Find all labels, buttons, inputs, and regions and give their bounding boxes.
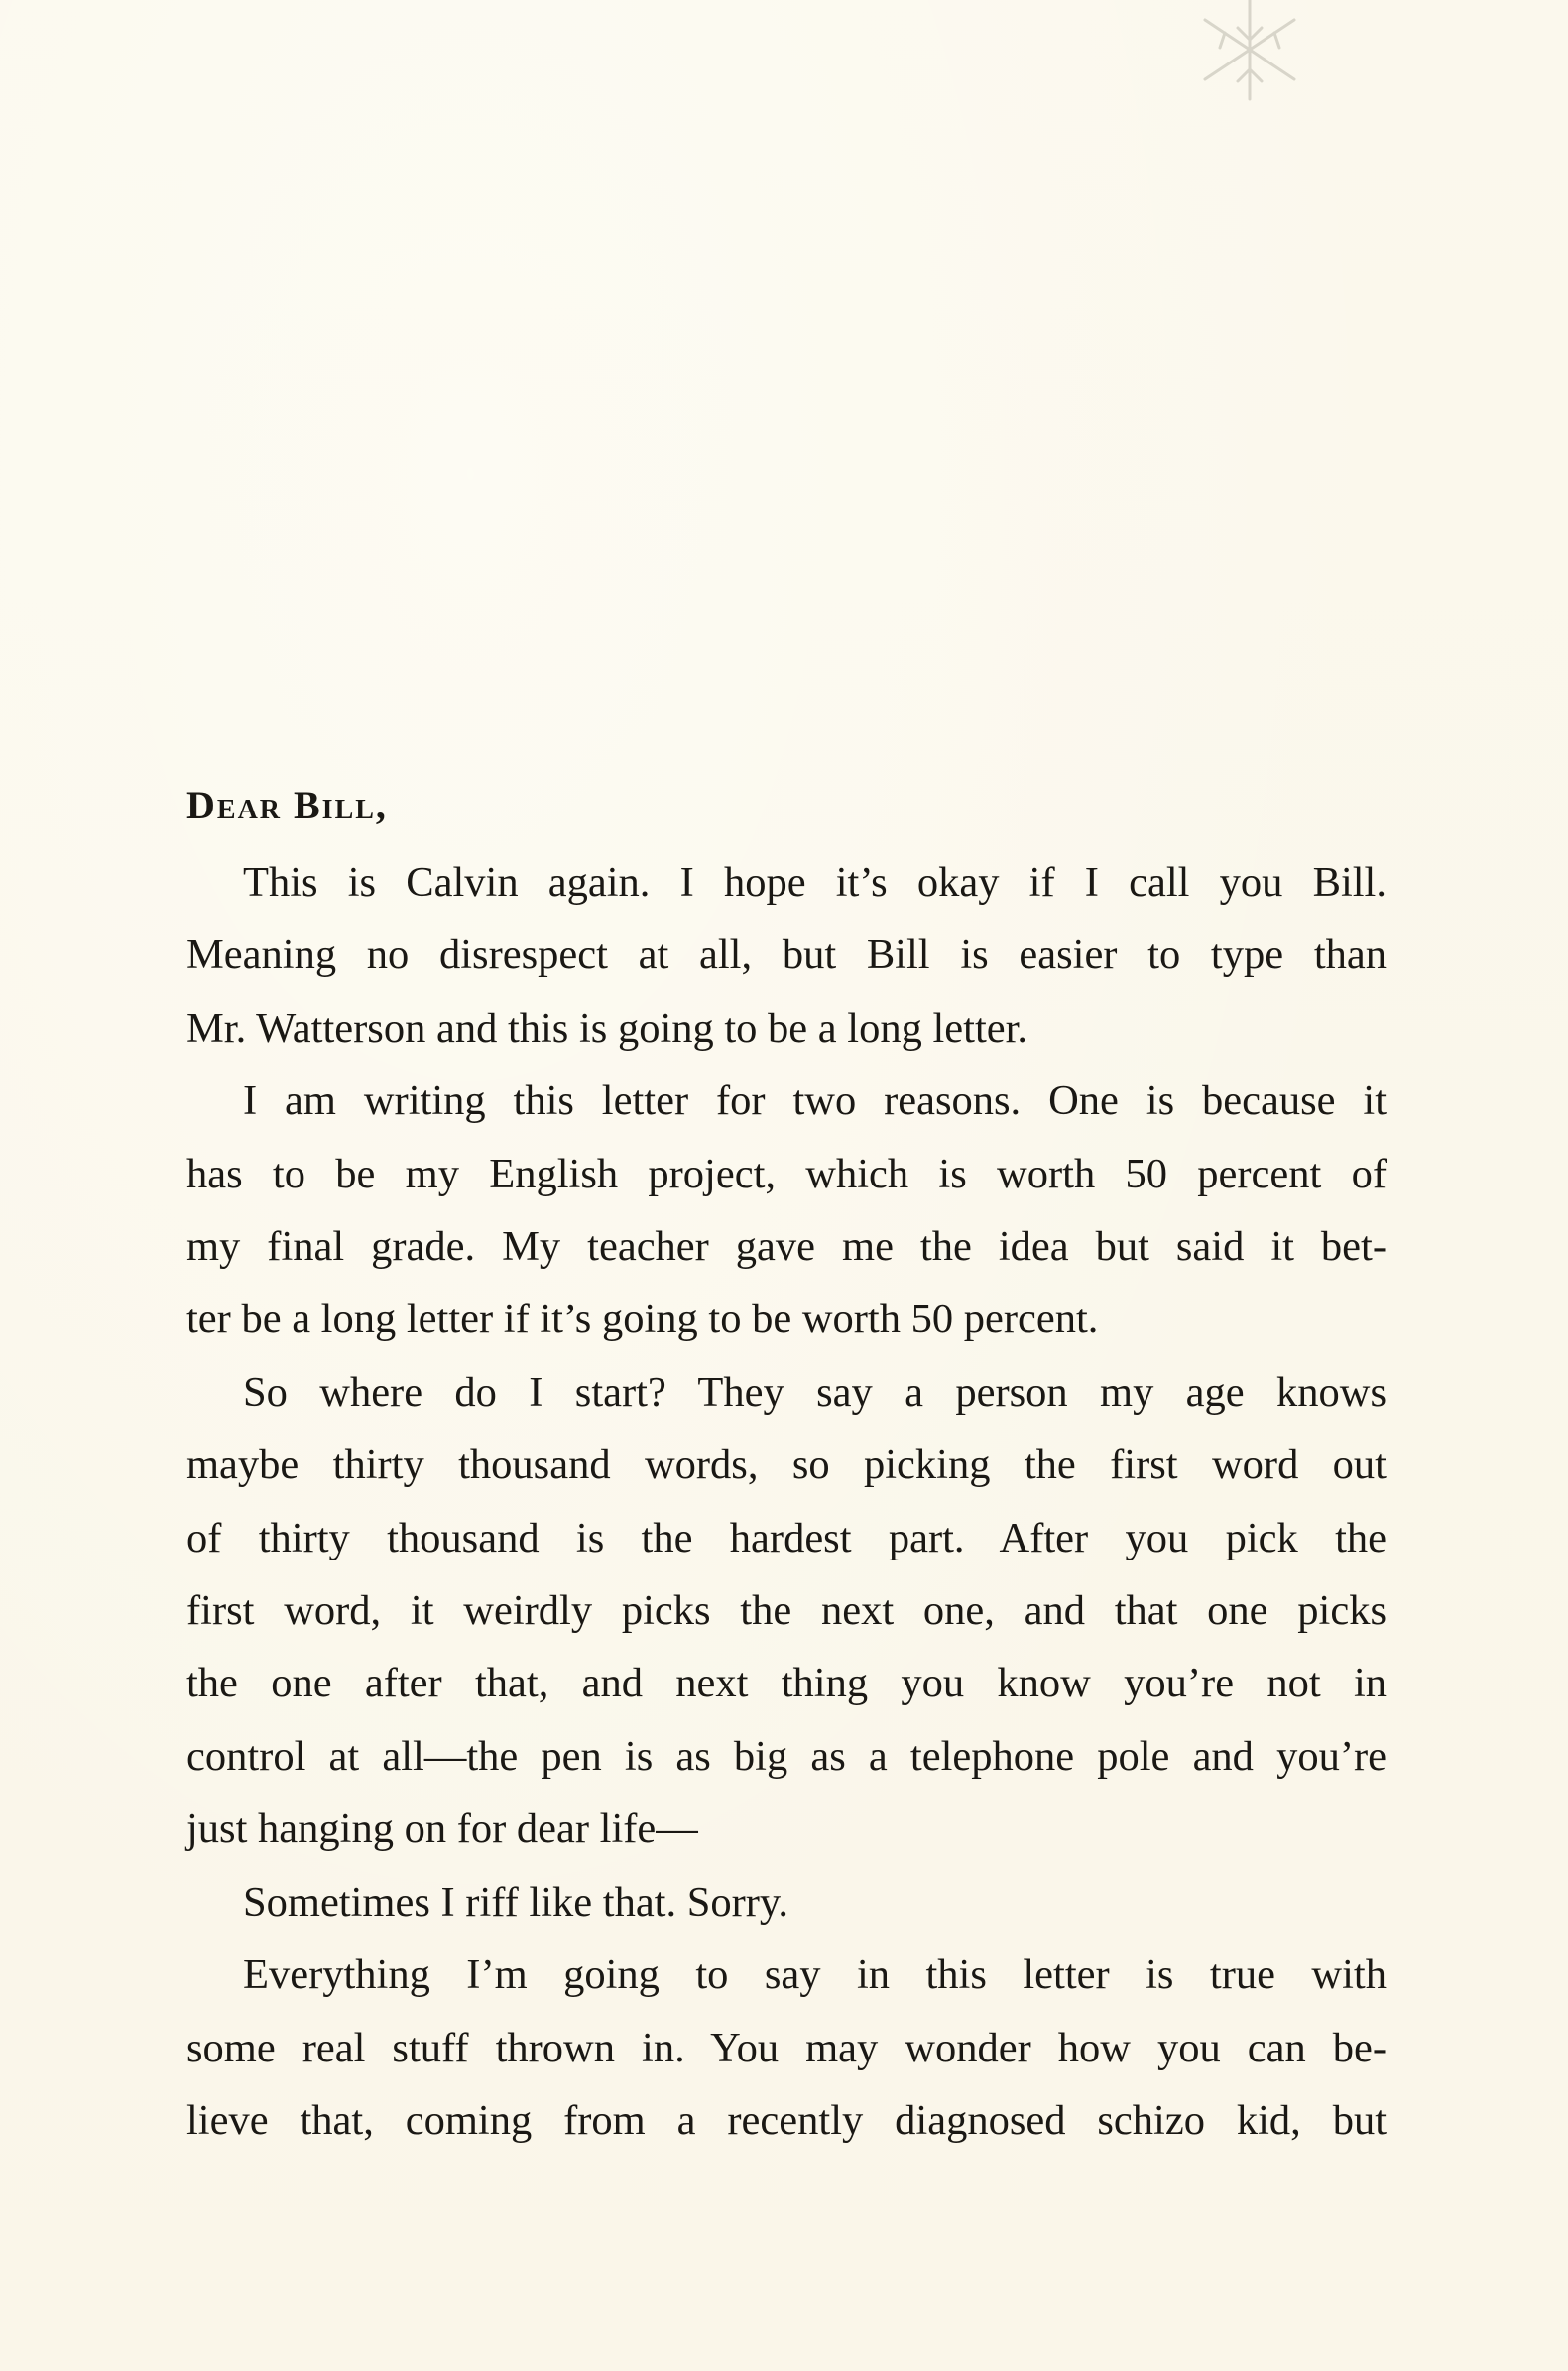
snowflake-icon xyxy=(1170,0,1329,109)
text-line: of thirty thousand is the hardest part. After you pick the xyxy=(186,1514,1387,1561)
text-line: So where do I start? They say a person my age knows xyxy=(243,1368,1387,1416)
text-line: first word, it weirdly picks the next one, and that one picks xyxy=(186,1587,1387,1635)
letter-paragraph xyxy=(186,1064,1387,1356)
letter-salutation: Dear Bill, xyxy=(186,783,388,827)
text-line: some real stuff thrown in. You may wonder how you can be- xyxy=(186,2024,1387,2071)
text-line: I am writing this letter for two reasons. One is because it xyxy=(243,1077,1387,1125)
text-line: This is Calvin again. I hope it’s okay if I call you Bill. xyxy=(243,859,1387,906)
text-line: the one after that, and next thing you know you’re not in xyxy=(186,1660,1387,1707)
text-line: ter be a long letter if it’s going to be worth 50 percent. xyxy=(186,1296,1099,1343)
text-line: maybe thirty thousand words, so picking the first word out xyxy=(186,1441,1387,1489)
text-line: control at all—the pen is as big as a telephone pole and you’re xyxy=(186,1732,1387,1780)
text-line: Sometimes I riff like that. Sorry. xyxy=(243,1878,789,1926)
text-line: Everything I’m going to say in this letter is true with xyxy=(243,1951,1387,1999)
text-line: Mr. Watterson and this is going to be a long letter. xyxy=(186,1004,1028,1052)
letter-body xyxy=(186,769,1387,2157)
text-line: lieve that, coming from a recently diagnosed schizo kid, but xyxy=(186,2096,1387,2144)
text-line: just hanging on for dear life— xyxy=(186,1806,698,1853)
letter-paragraph xyxy=(186,846,1387,1064)
text-line: Meaning no disrespect at all, but Bill is easier to type than xyxy=(186,932,1387,979)
text-line: my final grade. My teacher gave me the idea but said it bet- xyxy=(186,1223,1387,1271)
letter-paragraph xyxy=(186,1866,1387,1938)
letter-paragraphs xyxy=(186,846,1387,2157)
letter-paragraph xyxy=(186,1938,1387,2157)
letter-paragraph xyxy=(186,1356,1387,1866)
text-line: has to be my English project, which is worth 50 percent of xyxy=(186,1150,1387,1197)
